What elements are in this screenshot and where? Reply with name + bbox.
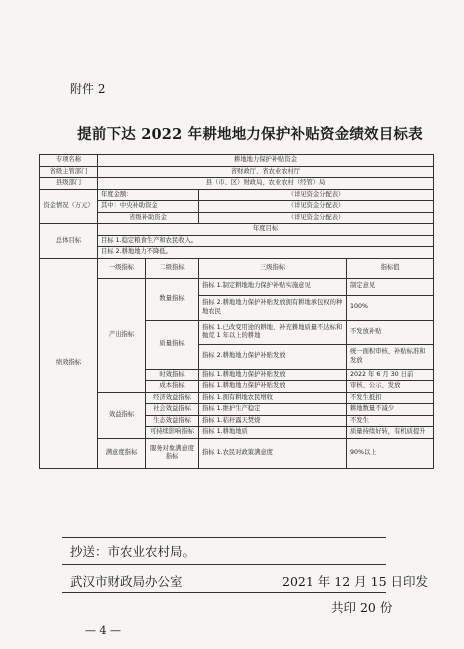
divider-top xyxy=(62,537,386,538)
output-indicator-label: 产出指标 xyxy=(98,278,146,392)
quality-item-1-value: 不发放补贴 xyxy=(347,320,434,344)
quality-indicator-label: 质量指标 xyxy=(146,320,199,369)
economic-indicator-label: 经济效益指标 xyxy=(146,392,199,404)
satisfaction-indicator-label: 满意度指标 xyxy=(98,438,146,468)
economic-value: 不发生抵扣 xyxy=(347,392,434,404)
quantity-item-2-value: 100% xyxy=(347,295,434,320)
funding-annual-value: （详见资金分配表） xyxy=(199,189,434,201)
timeliness-item: 指标 1.耕地地力保护补贴发放 xyxy=(199,369,347,381)
quality-item-1: 指标 1.已改变用途的耕地、补充耕地质量不达标和抛荒 1 年以上的耕地 xyxy=(199,320,347,344)
table-row xyxy=(40,235,434,247)
quality-item-2: 指标 2.耕地地力保护补贴发放 xyxy=(199,344,347,369)
ecological-indicator-label: 生态效益指标 xyxy=(146,415,199,427)
attachment-label: 附件 2 xyxy=(70,82,106,96)
economic-item: 指标 1.拥有耕地农民增收 xyxy=(199,392,347,404)
sustainable-item: 指标 1.耕地地质 xyxy=(199,427,347,439)
table-row xyxy=(40,392,434,404)
document-title: 提前下达 2022 年耕地地力保护补贴资金绩效目标表 xyxy=(77,126,423,143)
funding-annual-label: 年度金额： xyxy=(98,189,199,201)
province-dept-value: 省财政厅、省农业农村厅 xyxy=(98,166,434,178)
funding-central-label: 其中：中央补助资金 xyxy=(98,201,199,213)
county-dept-label: 县级部门 xyxy=(40,178,98,190)
table-row xyxy=(40,178,434,190)
ecological-value: 不发生 xyxy=(347,415,434,427)
funding-label: 资金情况（万元） xyxy=(40,189,98,224)
overall-goal-1: 目标 1.稳定粮食生产和农民收入。 xyxy=(98,235,434,247)
benefit-indicator-label: 效益指标 xyxy=(98,392,146,438)
timeliness-value: 2022 年 6 月 30 日前 xyxy=(347,369,434,381)
performance-target-table xyxy=(39,154,434,469)
header-value: 指标值 xyxy=(347,258,434,278)
table-row xyxy=(40,212,434,224)
table-row xyxy=(40,166,434,178)
funding-provincial-value: （详见资金分配表） xyxy=(199,212,434,224)
copy-count: 共印 20 份 xyxy=(331,600,393,615)
header-level3: 三级指标 xyxy=(199,258,347,278)
service-satisfaction-label: 服务对象满意度指标 xyxy=(146,438,199,468)
satisfaction-item: 指标 1.农民对政策满意度 xyxy=(199,438,347,468)
cost-indicator-label: 成本指标 xyxy=(146,381,199,393)
header-level2: 二级指标 xyxy=(146,258,199,278)
performance-indicators-label: 绩效指标 xyxy=(40,258,98,468)
social-value: 耕地数量不减少 xyxy=(347,404,434,416)
social-item: 指标 1.维护生产稳定 xyxy=(199,404,347,416)
social-indicator-label: 社会效益指标 xyxy=(146,404,199,416)
table-row xyxy=(40,201,434,213)
overall-goal-label: 总体目标 xyxy=(40,224,98,259)
timeliness-indicator-label: 时效指标 xyxy=(146,369,199,381)
sustainable-value: 质量持续好转，有机质提升 xyxy=(347,427,434,439)
annual-goal-header: 年度目标 xyxy=(98,224,434,236)
project-name-value: 耕地地力保护补贴资金 xyxy=(98,155,434,167)
table-row xyxy=(40,438,434,468)
province-dept-label: 省级主管部门 xyxy=(40,166,98,178)
table-row xyxy=(40,189,434,201)
quantity-item-1: 指标 1.制定耕地地力保护补贴实施意见 xyxy=(199,278,347,295)
table-row xyxy=(40,258,434,278)
header-level1: 一级指标 xyxy=(98,258,146,278)
funding-central-value: （详见资金分配表） xyxy=(199,201,434,213)
overall-goal-2: 目标 2.耕地地力不降低。 xyxy=(98,247,434,259)
cc-line: 抄送：市农业农村局。 xyxy=(70,544,196,559)
quality-item-2-value: 统一面积审核、补贴标准和发放 xyxy=(347,344,434,369)
page-number: — 4 — xyxy=(85,624,121,637)
issuing-office: 武汉市财政局办公室 xyxy=(70,574,183,589)
table-row xyxy=(40,155,434,167)
cost-item: 指标 1.耕地地力保护补贴发放 xyxy=(199,381,347,393)
table-row xyxy=(40,247,434,259)
satisfaction-value: 90%以上 xyxy=(347,438,434,468)
table-row xyxy=(40,278,434,295)
funding-provincial-label: 省级补助资金 xyxy=(98,212,199,224)
county-dept-value: 县（市、区）财政局、农业农村（经管）局 xyxy=(98,178,434,190)
quantity-item-1-value: 制定意见 xyxy=(347,278,434,295)
project-name-label: 专项名称 xyxy=(40,155,98,167)
quantity-indicator-label: 数量指标 xyxy=(146,278,199,320)
sustainable-indicator-label: 可持续影响指标 xyxy=(146,427,199,439)
table-row xyxy=(40,224,434,236)
issue-date: 2021 年 12 月 15 日印发 xyxy=(282,574,428,589)
divider-bottom xyxy=(62,592,386,593)
cost-value: 审核、公示、发放 xyxy=(347,381,434,393)
ecological-item: 指标 1.秸秆露天焚烧 xyxy=(199,415,347,427)
quantity-item-2: 指标 2.耕地地力保护补贴发放拥有耕地承包权的种地农民 xyxy=(199,295,347,320)
divider-middle xyxy=(62,564,386,565)
